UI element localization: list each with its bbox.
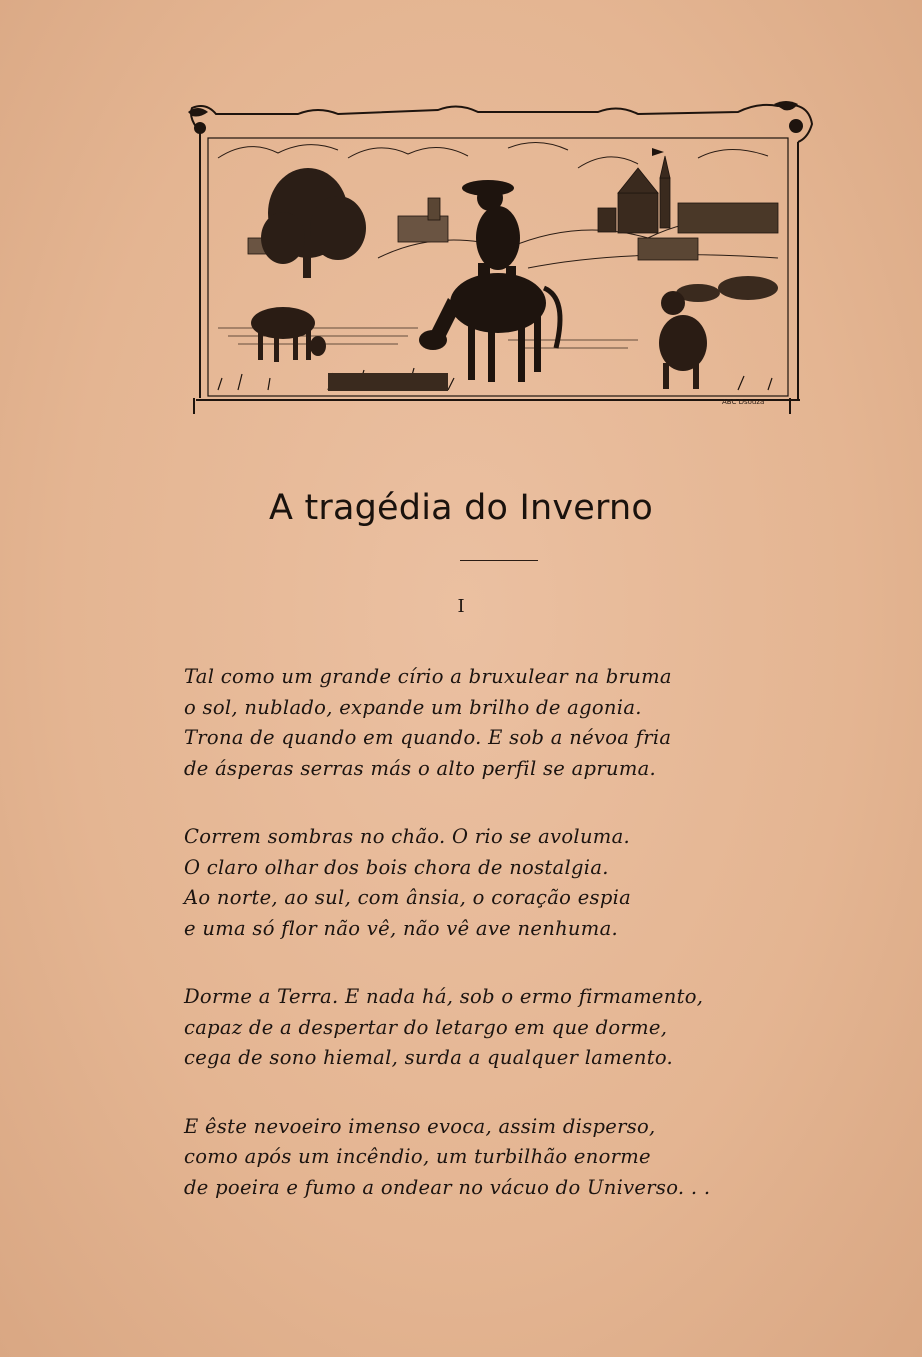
stanza — [184, 662, 804, 784]
artist-signature: ABC Dsouza — [722, 398, 765, 406]
title-divider — [460, 560, 538, 561]
engraving-landscape-image — [178, 98, 818, 416]
poem-line: cega de sono hiemal, surda a qualquer lamento. — [184, 1046, 674, 1069]
poem-line: como após um incêndio, um turbilhão enorme — [184, 1145, 651, 1168]
poem-line: Tal como um grande círio a bruxulear na bruma — [184, 665, 672, 688]
stanza — [184, 822, 804, 944]
poem-line: o sol, nublado, expande um brilho de agonia. — [184, 695, 642, 719]
poem-line: de poeira e fumo a ondear no vácuo do Universo. . . — [184, 1175, 711, 1199]
poem-line: de ásperas serras más o alto perfil se apruma. — [184, 756, 657, 780]
poem-body — [184, 662, 804, 1241]
section-numeral: I — [457, 596, 465, 617]
stanza — [184, 982, 804, 1074]
poem-line: e uma só flor não vê, não vê ave nenhuma. — [184, 916, 618, 940]
poem-line: capaz de a despertar do letargo em que dorme, — [184, 1015, 668, 1039]
poem-line: O claro olhar dos bois chora de nostalgia. — [184, 855, 609, 879]
header-illustration — [178, 98, 818, 416]
poem-line: Correm sombras no chão. O rio se avoluma. — [184, 825, 631, 848]
poem-title: A tragédia do Inverno — [269, 488, 653, 528]
poem-line: Ao norte, ao sul, com ânsia, o coração espia — [184, 886, 632, 909]
poem-line: Dorme a Terra. E nada há, sob o ermo firmamento, — [184, 985, 704, 1008]
stanza — [184, 1112, 804, 1204]
poem-line: Trona de quando em quando. E sob a névoa fria — [184, 726, 672, 749]
poem-line: E êste nevoeiro imenso evoca, assim disperso, — [184, 1114, 656, 1138]
